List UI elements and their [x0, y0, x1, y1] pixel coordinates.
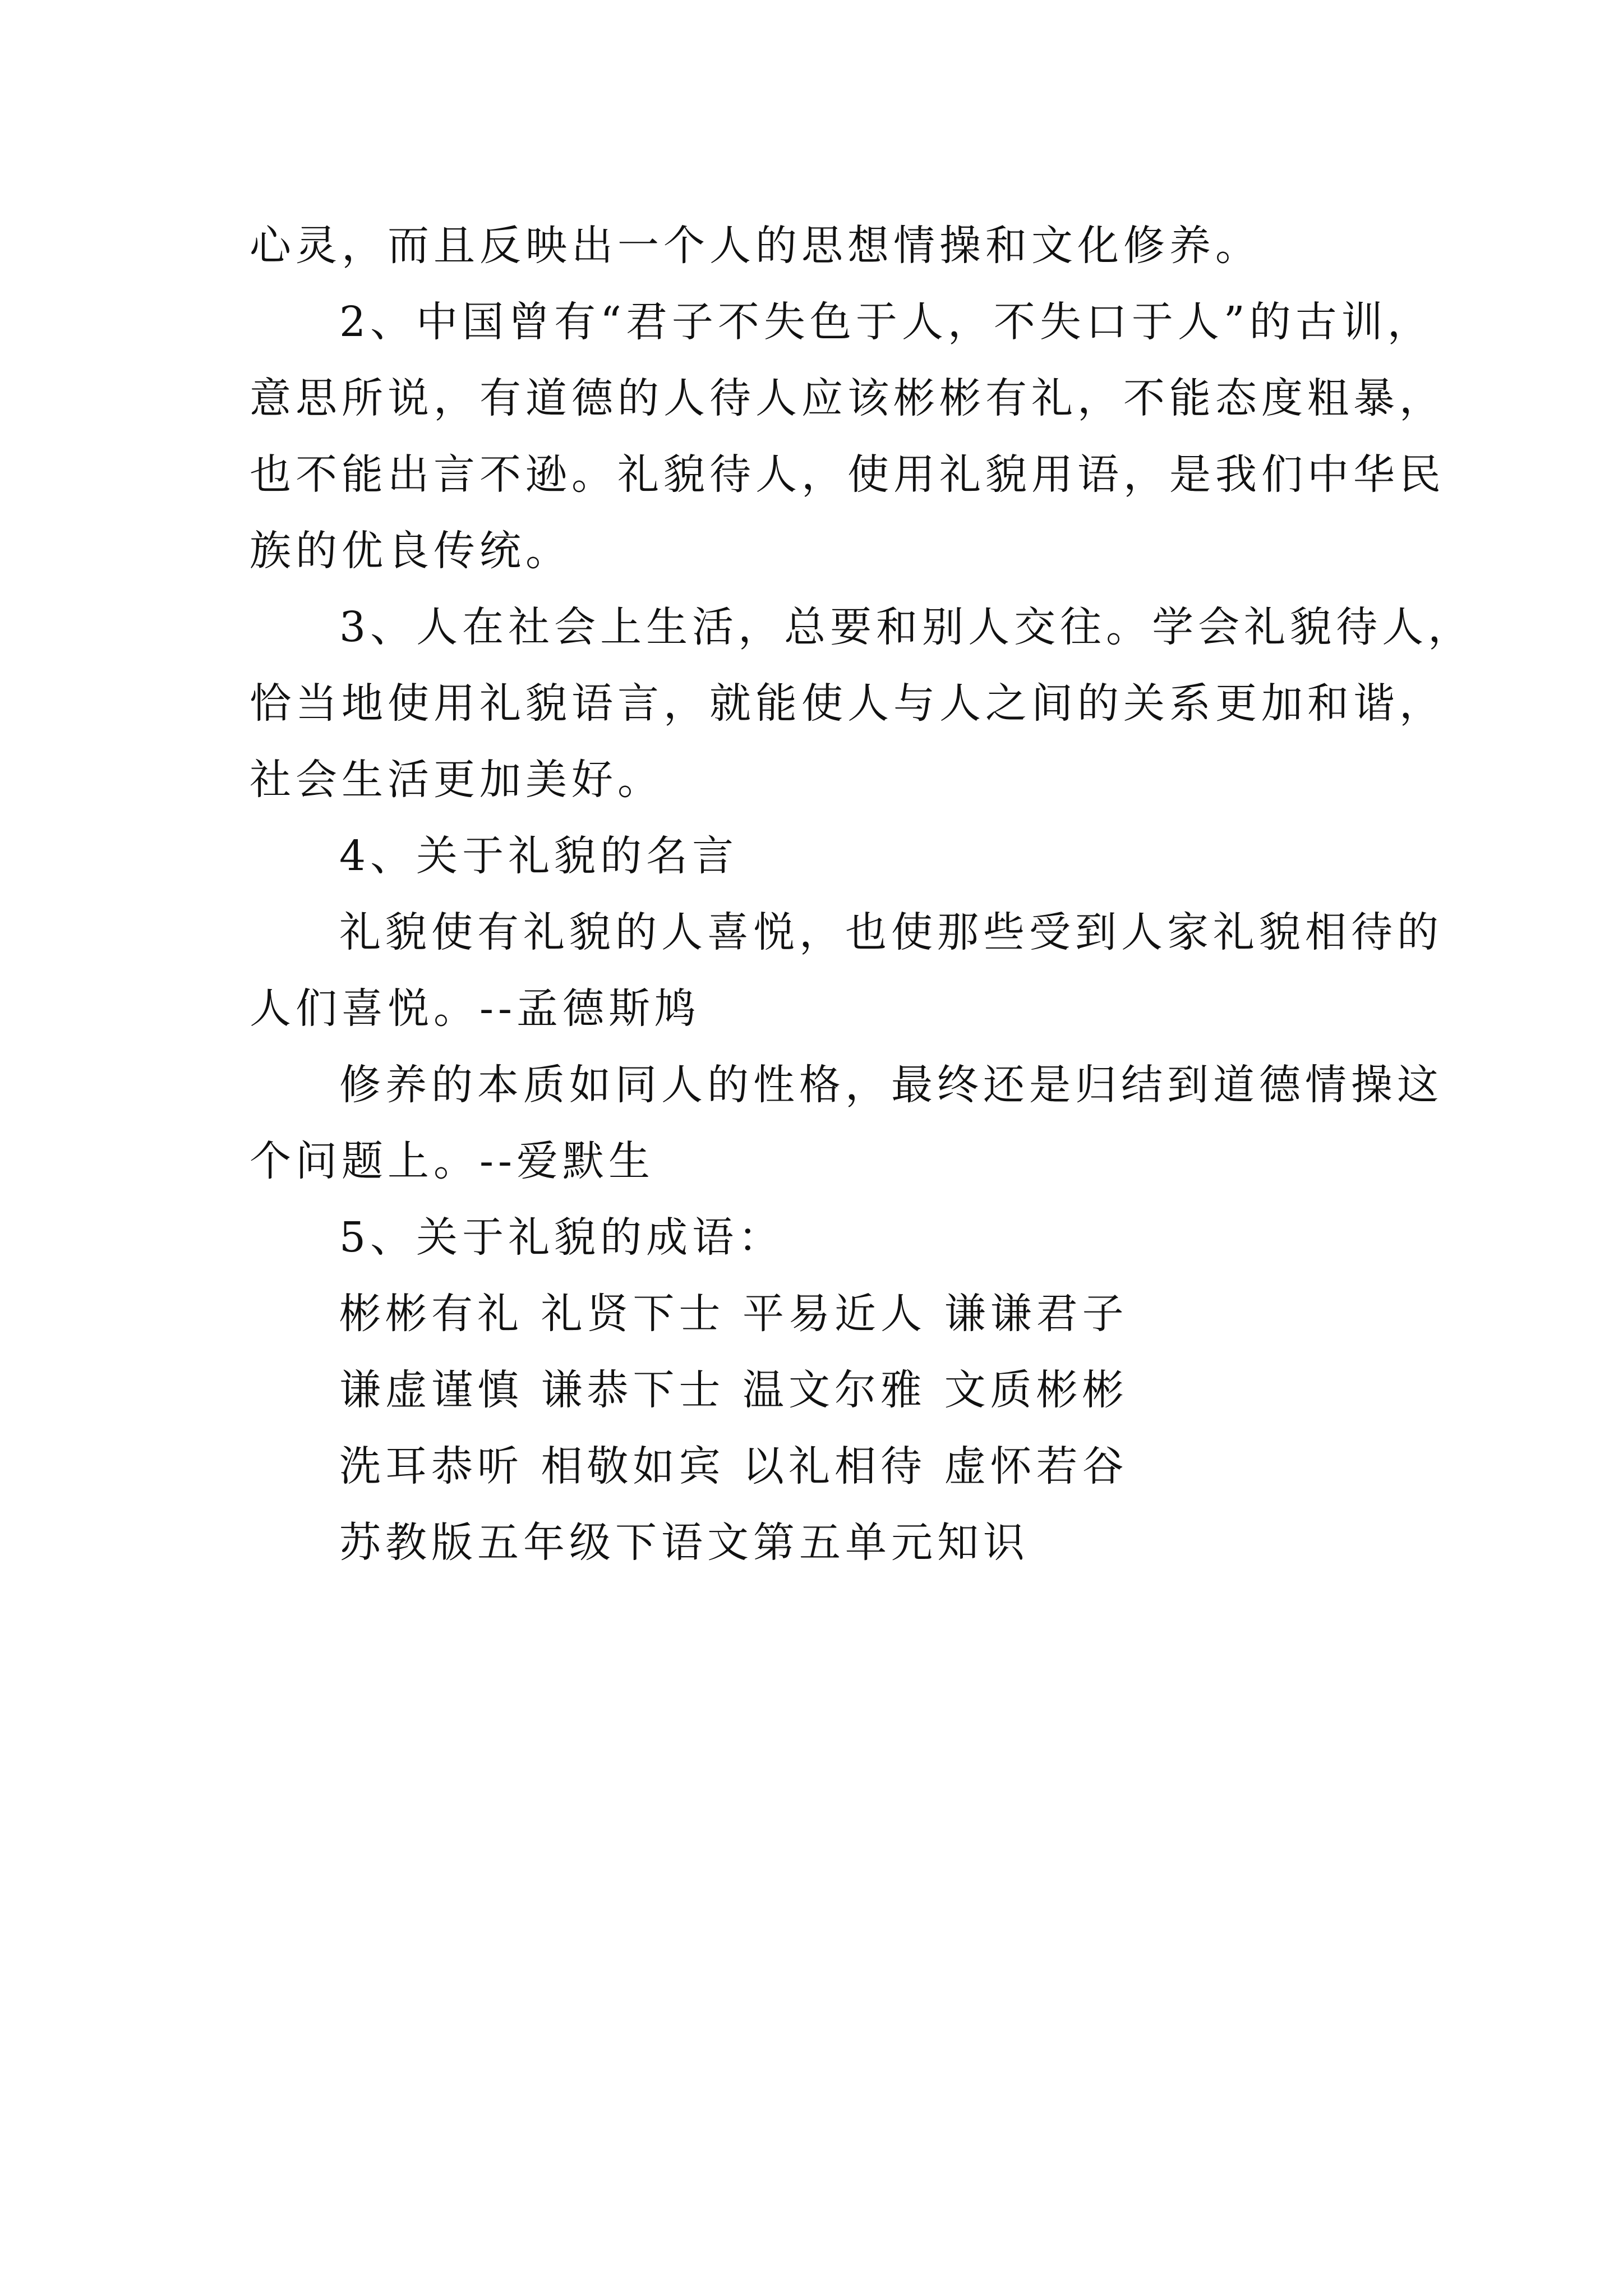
text-line: 意思所说，有道德的人待人应该彬彬有礼，不能态度粗暴， [250, 374, 1445, 422]
quote-line: 个问题上。--爱默生 [250, 1137, 655, 1185]
text-line: 3、人在社会上生活，总要和别人交往。学会礼貌待人， [339, 603, 1474, 651]
text-line: 恰当地使用礼貌语言，就能使人与人之间的关系更加和谐， [250, 679, 1445, 728]
idiom-row: 谦虚谨慎 谦恭下士 温文尔雅 文质彬彬 [339, 1366, 1128, 1414]
text-line: 2、中国曾有“君子不失色于人，不失口于人”的古训， [339, 298, 1433, 346]
quote-line: 修养的本质如同人的性格，最终还是归结到道德情操这 [339, 1061, 1443, 1109]
document-title-line: 苏教版五年级下语文第五单元知识 [339, 1519, 1029, 1567]
section-heading: 5、关于礼貌的成语： [339, 1213, 785, 1262]
text-line: 也不能出言不逊。礼貌待人，使用礼貌用语，是我们中华民 [250, 450, 1445, 499]
section-heading: 4、关于礼貌的名言 [339, 832, 739, 880]
quote-line: 礼貌使有礼貌的人喜悦，也使那些受到人家礼貌相待的 [339, 908, 1443, 956]
body-text [250, 208, 1474, 1581]
text-line: 社会生活更加美好。 [250, 756, 663, 804]
text-line: 族的优良传统。 [250, 527, 571, 575]
text-line: 心灵，而且反映出一个人的思想情操和文化修养。 [250, 222, 1261, 270]
quote-line: 人们喜悦。--孟德斯鸠 [250, 984, 701, 1033]
idiom-row: 洗耳恭听 相敬如宾 以礼相待 虚怀若谷 [339, 1442, 1128, 1490]
idiom-row: 彬彬有礼 礼贤下士 平易近人 谦谦君子 [339, 1290, 1128, 1338]
